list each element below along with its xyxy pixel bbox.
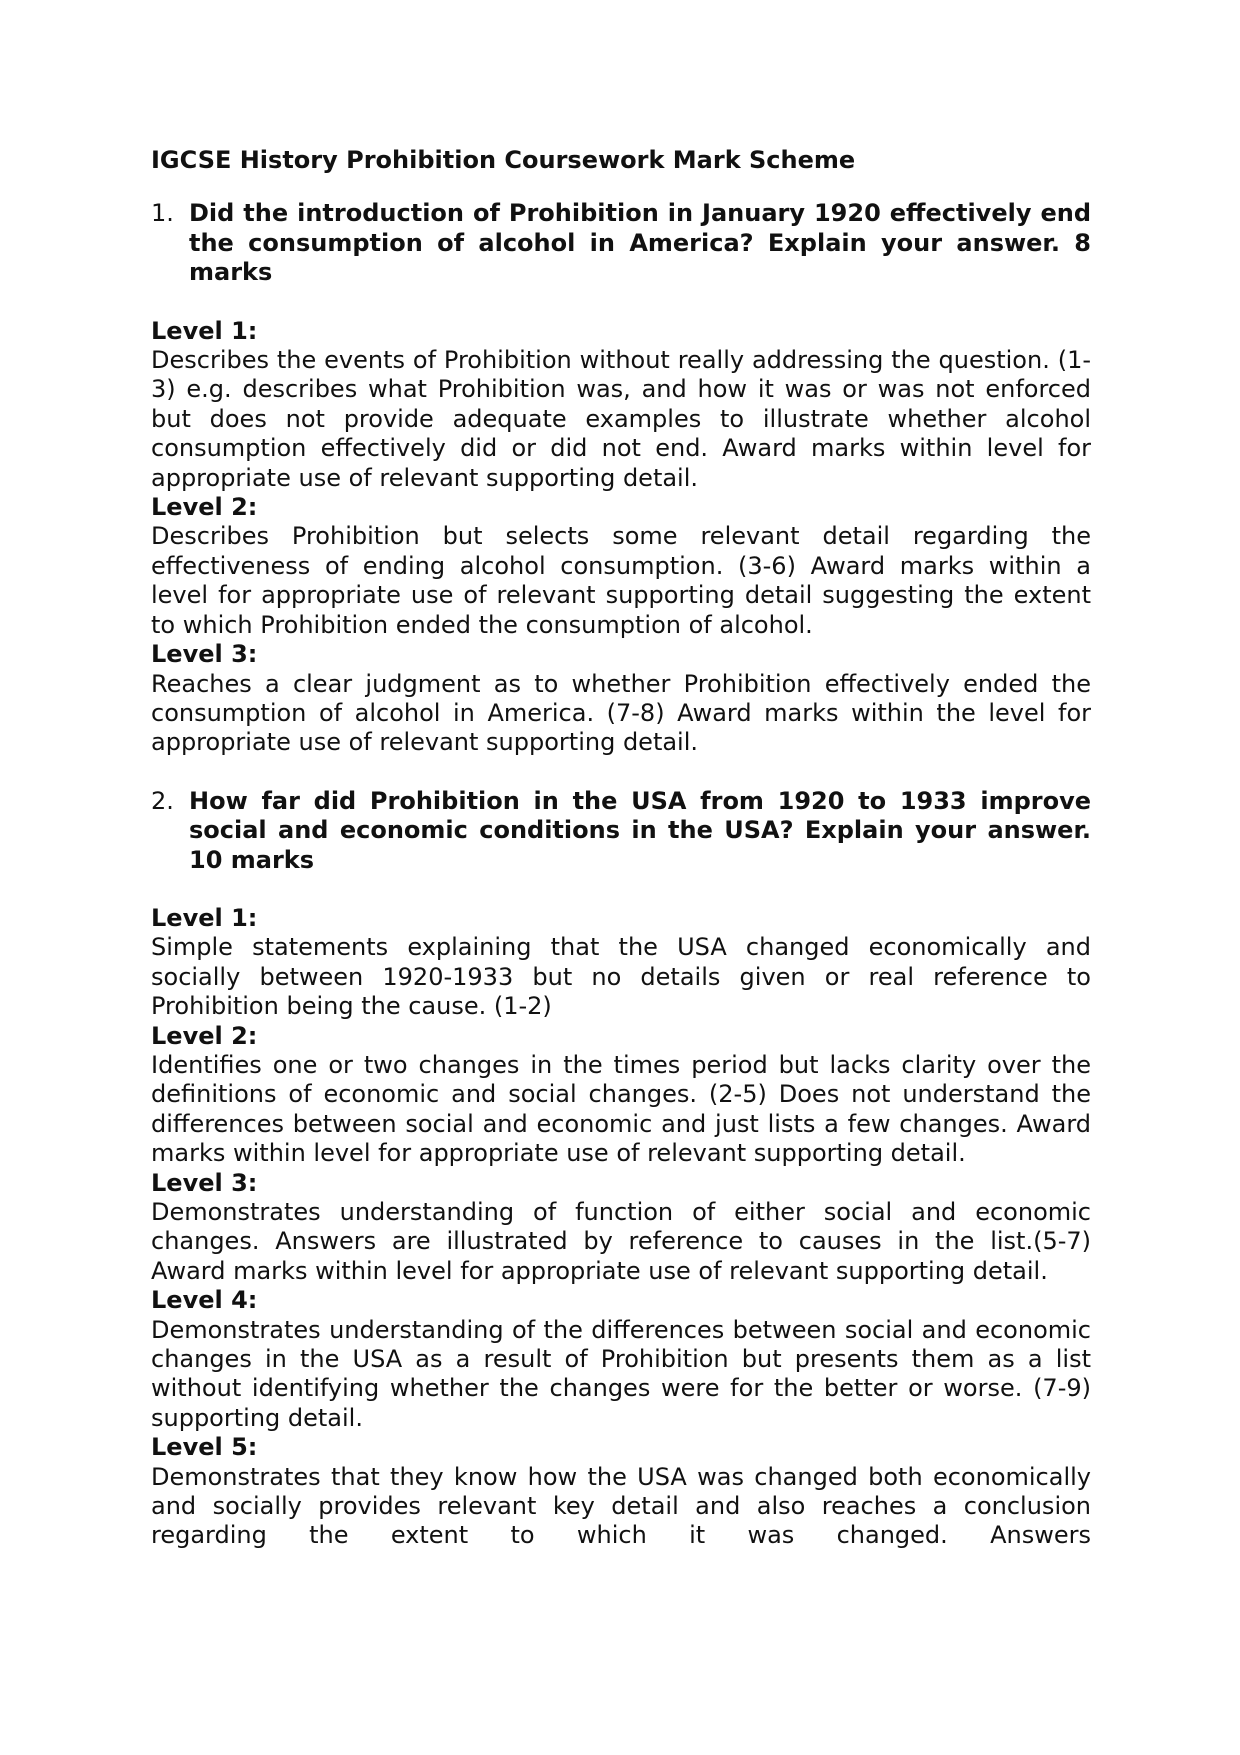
- question-2-levels: [151, 904, 1091, 1551]
- level-description: Simple statements explaining that the USA changed economically and socially between 1920-1933 but no details given or real reference to Prohibition being the cause. (1-2): [151, 933, 1091, 1021]
- level-description: Demonstrates understanding of function of either social and economic changes. Answers are illustrated by reference to causes in the list.(5-7) Award marks within level for appropriate use of relevant supporting detail.: [151, 1198, 1091, 1285]
- level-heading: Level 5:: [151, 1433, 258, 1462]
- document-title: IGCSE History Prohibition Coursework Mark Scheme: [151, 146, 856, 174]
- level-heading: Level 1:: [151, 316, 258, 345]
- level-heading: Level 2:: [151, 1021, 258, 1050]
- level-heading: Level 3:: [151, 1168, 258, 1197]
- level-heading: Level 1:: [151, 903, 258, 932]
- question-1: [151, 199, 1091, 287]
- question-number: 1.: [151, 199, 174, 228]
- level-description: Reaches a clear judgment as to whether Prohibition effectively ended the consumption of alcohol in America. (7-8) Award marks within the level for appropriate use of relevant supporting detail.: [151, 669, 1091, 757]
- question-1-levels: [151, 317, 1091, 758]
- document-page: [151, 146, 1091, 1551]
- level-description: Demonstrates understanding of the differences between social and economic changes in the USA as a result of Prohibition but presents them as a list without identifying whether the changes were for the better or worse. (7-9) supporting detail.: [151, 1315, 1091, 1432]
- level-heading: Level 2:: [151, 493, 258, 522]
- question-number: 2.: [151, 786, 174, 815]
- level-description: Describes the events of Prohibition without really addressing the question. (1-3) e.g. describes what Prohibition was, and how it was or was not enforced but does not provide adequate examples to illustrate whether alcohol consumption effectively did or did not end. Award marks within level for appropriate use of relevant supporting detail.: [151, 346, 1091, 492]
- level-description: Describes Prohibition but selects some relevant detail regarding the effectiveness of ending alcohol consumption. (3-6) Award marks within a level for appropriate use of relevant supporting detail suggesting the extent to which Prohibition ended the consumption of alcohol.: [151, 522, 1091, 639]
- question-text: How far did Prohibition in the USA from 1920 to 1933 improve social and economic conditions in the USA? Explain your answer. 10 marks: [189, 786, 1091, 874]
- question-2: [151, 787, 1091, 875]
- level-heading: Level 4:: [151, 1286, 258, 1315]
- question-text: Did the introduction of Prohibition in January 1920 effectively end the consumption of alcohol in America? Explain your answer. 8 marks: [189, 199, 1091, 287]
- section-spacer: [151, 758, 1091, 787]
- level-heading: Level 3:: [151, 640, 258, 669]
- level-description: Demonstrates that they know how the USA was changed both economically and socially provides relevant key detail and also reaches a conclusion regarding the extent to which it was changed. Answers: [151, 1462, 1091, 1550]
- level-description: Identifies one or two changes in the times period but lacks clarity over the definitions of economic and social changes. (2-5) Does not understand the differences between social and economic and just lists a few changes. Award marks within level for appropriate use of relevant supporting detail.: [151, 1050, 1091, 1168]
